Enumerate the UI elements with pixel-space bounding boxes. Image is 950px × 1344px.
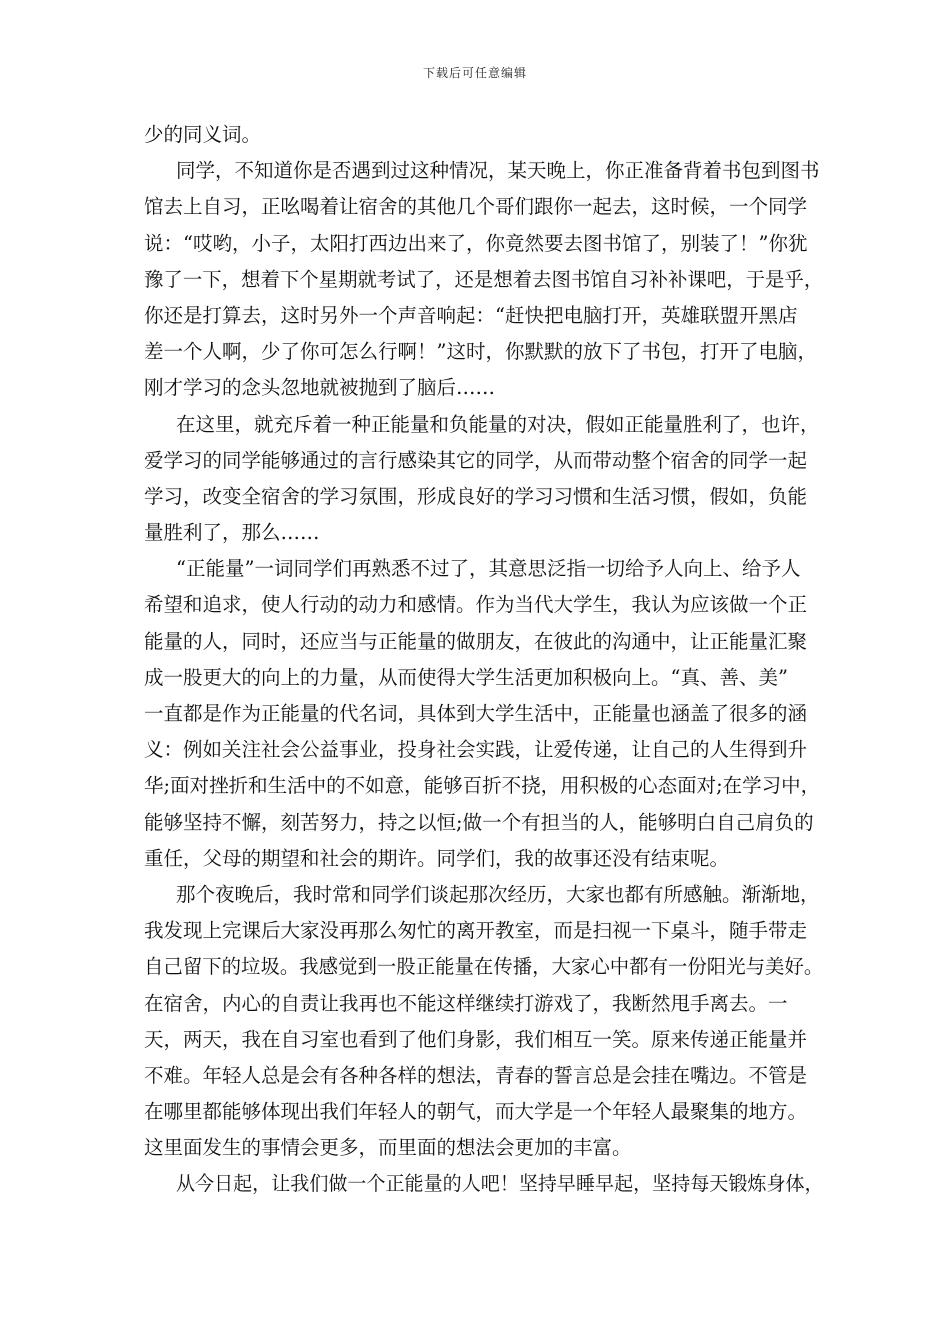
text-line: 在哪里都能够体现出我们年轻人的朝气，而大学是一个年轻人最聚集的地方。	[144, 1100, 808, 1124]
text-line: 在这里，就充斥着一种正能量和负能量的对决，假如正能量胜利了，也许，	[176, 412, 820, 436]
text-line: 爱学习的同学能够通过的言行感染其它的同学，从而带动整个宿舍的同学一起	[144, 448, 808, 472]
text-line: 能够坚持不懈，刻苦努力，持之以恒;做一个有担当的人，能够明白自己肩负的	[144, 810, 814, 834]
text-line: 成一股更大的向上的力量，从而使得大学生活更加积极向上。“真、善、美”	[144, 665, 788, 689]
text-line: 这里面发生的事情会更多，而里面的想法会更加的丰富。	[144, 1136, 632, 1160]
text-line: 华;面对挫折和生活中的不如意，能够百折不挠，用积极的心态面对;在学习中，	[144, 774, 821, 798]
text-line: 重任，父母的期望和社会的期许。同学们，我的故事还没有结束呢。	[144, 846, 730, 870]
text-line: 希望和追求，使人行动的动力和感情。作为当代大学生，我认为应该做一个正	[144, 593, 808, 617]
text-line: 自己留下的垃圾。我感觉到一股正能量在传播，大家心中都有一份阳光与美好。	[144, 955, 824, 979]
text-line: 你还是打算去，这时另外一个声音响起：“赶快把电脑打开，英雄联盟开黑店	[144, 303, 798, 327]
text-line: 量胜利了，那么……	[144, 521, 320, 545]
text-line: 我发现上完课后大家没再那么匆忙的离开教室，而是扫视一下桌斗，随手带走	[144, 919, 808, 943]
text-line: 一直都是作为正能量的代名词，具体到大学生活中，正能量也涵盖了很多的涵	[144, 702, 808, 725]
text-line: 那个夜晚后，我时常和同学们谈起那次经历，大家也都有所感触。渐渐地，	[176, 882, 820, 906]
text-line: 不难。年轻人总是会有各种各样的想法，青春的誓言总是会挂在嘴边。不管是	[144, 1063, 808, 1087]
text-line: 在宿舍，内心的自责让我再也不能这样继续打游戏了，我断然甩手离去。一	[144, 991, 788, 1015]
text-line: 从今日起，让我们做一个正能量的人吧！坚持早睡早起，坚持每天锻炼身体，	[176, 1173, 824, 1196]
page-header: 下载后可任意编辑	[422, 66, 527, 80]
text-line: 学习，改变全宿舍的学习氛围，形成良好的学习习惯和生活习惯，假如，负能	[144, 484, 808, 508]
text-line: 刚才学习的念头忽地就被抛到了脑后……	[144, 376, 496, 400]
text-line: 同学，不知道你是否遇到过这种情况，某天晚上，你正准备背着书包到图书	[176, 159, 820, 183]
text-line: 天，两天，我在自习室也看到了他们身影，我们相互一笑。原来传递正能量并	[144, 1027, 808, 1051]
text-line: 馆去上自习，正吆喝着让宿舍的其他几个哥们跟你一起去，这时候，一个同学	[144, 195, 808, 219]
text-line: 豫了一下，想着下个星期就考试了，还是想着去图书馆自习补补课吧，于是乎，	[144, 267, 824, 291]
text-line: 能量的人，同时，还应当与正能量的做朋友，在彼此的沟通中，让正能量汇聚	[144, 629, 808, 653]
text-line: 少的同义词。	[144, 123, 262, 146]
text-line: “正能量”一词同学们再熟悉不过了，其意思泛指一切给予人向上、给予人	[176, 557, 801, 581]
text-line: 说：“哎哟，小子，太阳打西边出来了，你竟然要去图书馆了，别装了！”你犹	[144, 231, 808, 255]
text-line: 义：例如关注社会公益事业，投身社会实践，让爱传递，让自己的人生得到升	[144, 738, 808, 762]
text-line: 差一个人啊，少了你可怎么行啊！”这时，你默默的放下了书包，打开了电脑，	[144, 340, 817, 364]
document-body	[144, 117, 824, 1203]
